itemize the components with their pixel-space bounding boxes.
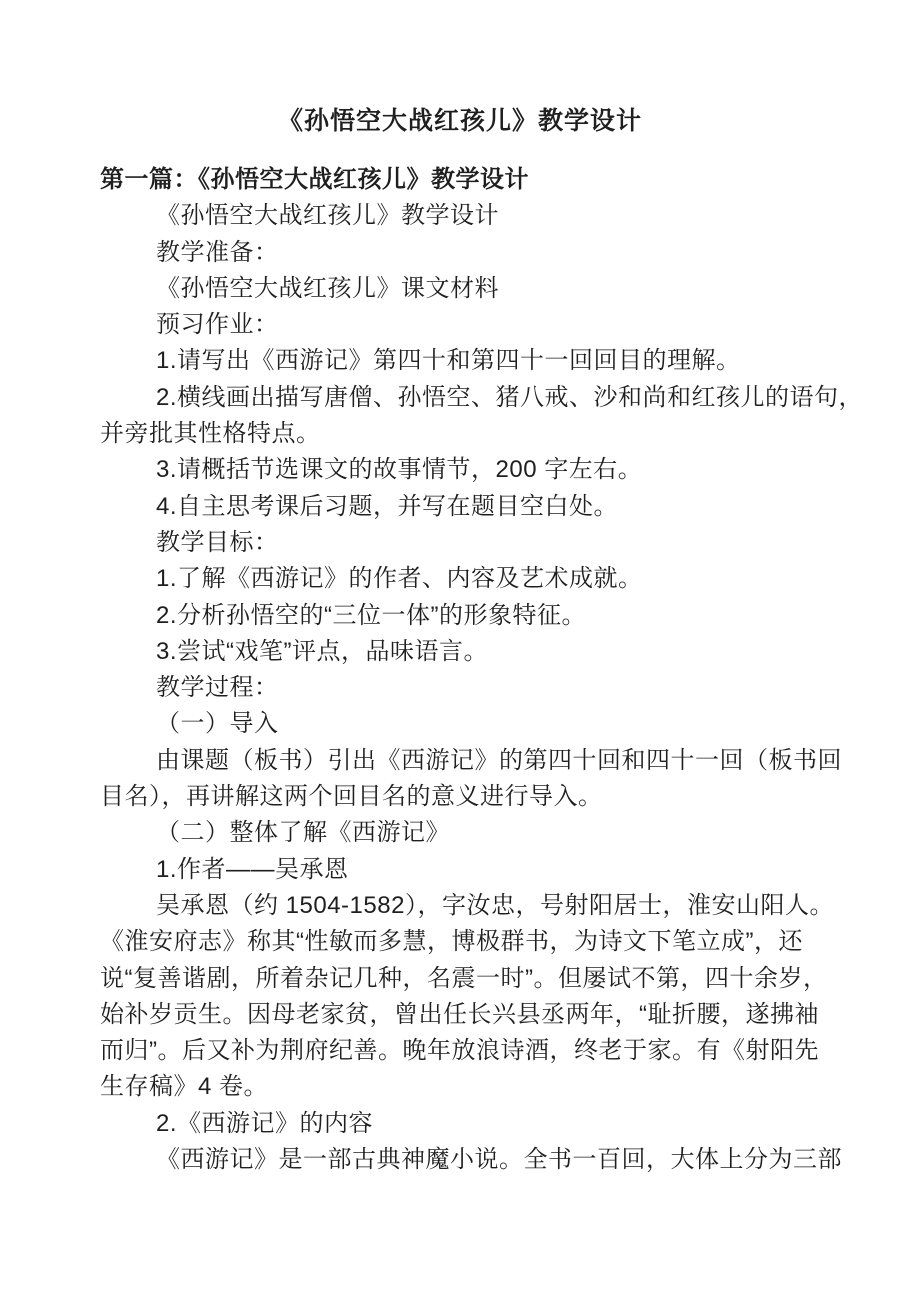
text-line: 目名），再讲解这两个回目名的意义进行导入。 [100, 783, 603, 811]
text-line: 而归”。后又补为荆府纪善。晚年放浪诗酒，终老于家。有《射阳先 [100, 1037, 819, 1065]
text-line: （二）整体了解《西游记》 [156, 819, 450, 847]
document-title: 《孙悟空大战红孩儿》教学设计 [277, 107, 642, 135]
text-line: 生存稿》4 卷。 [100, 1073, 269, 1101]
text-line: （一）导入 [156, 710, 279, 738]
text-line: 吴承恩（约 1504-1582），字汝忠，号射阳居士，淮安山阳人。 [156, 891, 834, 919]
text-line: 说“复善谐剧，所着杂记几种，名震一时”。但屡试不第，四十余岁， [100, 964, 828, 992]
text-line: 1.请写出《西游记》第四十和第四十一回回目的理解。 [156, 347, 741, 375]
text-line: 2.横线画出描写唐僧、孙悟空、猪八戒、沙和尚和红孩儿的语句， [156, 383, 864, 411]
text-line: 3.请概括节选课文的故事情节，200 字左右。 [156, 456, 643, 484]
text-line: 由课题（板书）引出《西游记》的第四十回和四十一回（板书回 [156, 746, 842, 774]
text-line: 并旁批其性格特点。 [100, 420, 321, 448]
text-line: 4.自主思考课后习题，并写在题目空白处。 [156, 492, 619, 520]
section-heading: 第一篇：《孙悟空大战红孩儿》教学设计 [100, 166, 529, 193]
text-line: 教学准备： [156, 238, 279, 266]
text-line: 始补岁贡生。因母老家贫，曾出任长兴县丞两年，“耻折腰，遂拂袖 [100, 1000, 819, 1028]
text-line: 2.分析孙悟空的“三位一体”的形象特征。 [156, 601, 586, 629]
text-line: 1.了解《西游记》的作者、内容及艺术成就。 [156, 565, 643, 593]
text-line: 预习作业： [156, 311, 279, 339]
text-line: 《淮安府志》称其“性敏而多慧，博极群书，为诗文下笔立成”，还 [100, 928, 803, 956]
text-line: 1.作者——吴承恩 [156, 855, 349, 883]
text-line: 教学目标： [156, 528, 279, 556]
text-line: 3.尝试“戏笔”评点，品味语言。 [156, 637, 488, 665]
text-line: 2.《西游记》的内容 [156, 1109, 374, 1137]
text-line: 教学过程： [156, 674, 279, 702]
text-line: 《西游记》是一部古典神魔小说。全书一百回，大体上分为三部 [156, 1146, 842, 1174]
text-line: 《孙悟空大战红孩儿》课文材料 [156, 274, 499, 302]
text-line: 《孙悟空大战红孩儿》教学设计 [156, 202, 499, 230]
